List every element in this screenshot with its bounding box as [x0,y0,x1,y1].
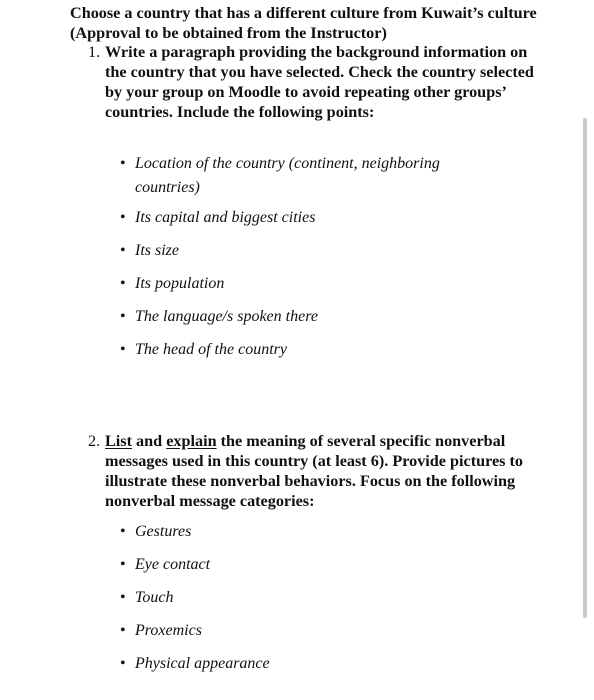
bullet-item [120,239,495,263]
bullet-text: Physical appearance [135,655,270,672]
bullet-text: Its capital and biggest cities [135,209,316,226]
list-item-2 [88,431,538,511]
bullet-item [120,586,495,610]
bullet-icon: • [120,308,126,325]
bullet-item [120,206,495,230]
word-and: and [136,432,163,450]
bullet-icon: • [120,242,126,259]
bullet-icon: • [120,341,126,358]
bullet-item [120,152,495,200]
bullet-icon: • [120,523,126,540]
item-number: 1. [88,43,101,61]
bullet-icon: • [120,275,126,292]
underlined-word-explain: explain [166,432,217,450]
bullet-text: Proxemics [135,622,202,639]
bullet-item [120,338,495,362]
bullet-text: The head of the country [135,341,287,358]
bullet-icon: • [120,556,126,573]
bullet-text: Touch [135,589,174,606]
vertical-scrollbar[interactable] [583,118,587,618]
bullet-text: Its population [135,275,225,292]
bullet-text: Eye contact [135,556,211,573]
bullet-item [120,305,495,329]
bullet-icon: • [120,155,126,172]
item-number: 2. [88,432,101,450]
intro-paragraph: Choose a country that has a different culture from Kuwait’s culture (Approval to be obtained from the Instructor) [70,4,537,42]
bullet-item [120,272,495,296]
underlined-word-list: List [105,432,132,450]
bullet-text: Its size [135,242,179,259]
bullet-icon: • [120,622,126,639]
bullet-item [120,553,495,577]
bullet-icon: • [120,655,126,672]
list-item-1 [88,42,538,122]
bullet-text: The language/s spoken there [135,308,318,325]
item-2-text [105,431,538,511]
bullet-text: Location of the country (continent, neighboring countries) [135,155,440,196]
bullet-item [120,652,495,676]
item-2-rest-text: the meaning of several specific nonverbal messages used in this country (at least 6). Provide pictures to illustrate these nonverbal behaviors. Focus on the following nonverbal message categories: [105,432,524,510]
bullet-icon: • [120,589,126,606]
bullet-text: Gestures [135,523,192,540]
bullet-item [120,619,495,643]
bullet-icon: • [120,209,126,226]
bullet-item [120,520,495,544]
item-1-text: Write a paragraph providing the background information on the country that you have selected. Check the country selected by your group on Moodle to avoid repeating other groups’ countries. Include the following points: [105,43,534,121]
